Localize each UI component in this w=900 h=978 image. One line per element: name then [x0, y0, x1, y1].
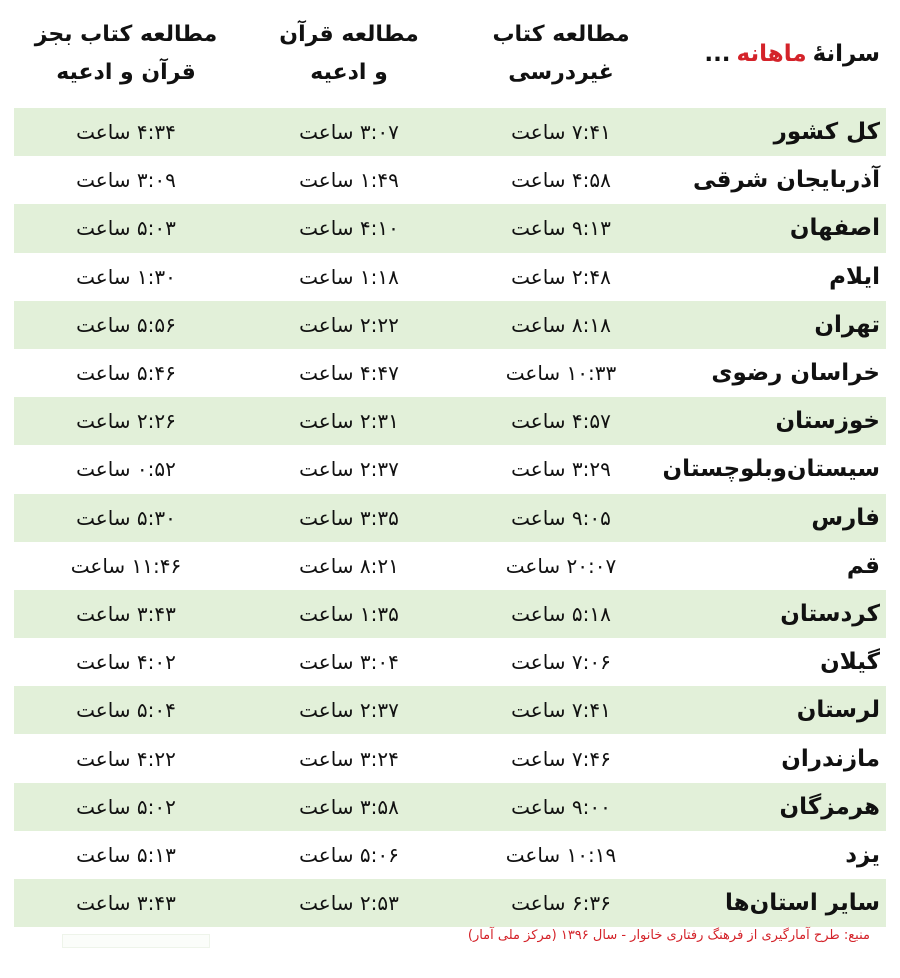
table-row [14, 783, 886, 831]
faint-box [62, 934, 210, 948]
row-nontextbook-value: ۹:۰۰ ساعت [511, 794, 611, 819]
row-nontextbook-value: ۷:۴۱ ساعت [511, 120, 611, 145]
table-row [14, 397, 886, 445]
row-nontextbook-value: ۵:۱۸ ساعت [511, 601, 611, 626]
row-region-name: کل کشور [773, 119, 880, 146]
row-region-name: فارس [811, 504, 880, 531]
source-note: منبع: طرح آمارگیری از فرهنگ رفتاری خانوار - سال ۱۳۹۶ (مرکز ملی آمار) [467, 928, 870, 943]
data-table [14, 108, 886, 927]
row-region-name: آذربایجان شرقی [693, 167, 880, 194]
header-col-nontextbook [460, 0, 662, 108]
row-nontextbook-value: ۳:۲۹ ساعت [511, 457, 611, 482]
table-header [14, 0, 886, 108]
row-region-name: هرمزگان [779, 793, 880, 820]
row-quran-value: ۱:۴۹ ساعت [299, 168, 399, 193]
table-row [14, 879, 886, 927]
table-row [14, 301, 886, 349]
row-region-name: اصفهان [789, 215, 880, 242]
row-other-books-value: ۲:۲۶ ساعت [76, 409, 176, 434]
row-nontextbook-value: ۲:۴۸ ساعت [511, 264, 611, 289]
row-nontextbook-value: ۹:۱۳ ساعت [511, 216, 611, 241]
header-col-quran-line1: مطالعه قرآن [279, 22, 419, 47]
row-region-name: گیلان [820, 649, 880, 676]
row-quran-value: ۱:۳۵ ساعت [299, 601, 399, 626]
row-quran-value: ۳:۰۴ ساعت [299, 650, 399, 675]
header-col-quran [238, 0, 460, 108]
row-quran-value: ۴:۱۰ ساعت [299, 216, 399, 241]
header-col-other-books [14, 0, 238, 108]
header-col-nontextbook-line1: مطالعه کتاب [492, 22, 630, 47]
table-row [14, 349, 886, 397]
row-nontextbook-value: ۸:۱۸ ساعت [511, 312, 611, 337]
row-region-name: سیستان‌وبلوچستان [662, 456, 880, 483]
table-row [14, 156, 886, 204]
row-region-name: لرستان [796, 697, 880, 724]
table-row [14, 831, 886, 879]
row-other-books-value: ۵:۰۴ ساعت [76, 698, 176, 723]
row-other-books-value: ۵:۰۲ ساعت [76, 794, 176, 819]
row-other-books-value: ۳:۰۹ ساعت [76, 168, 176, 193]
table-row [14, 590, 886, 638]
row-region-name: خوزستان [775, 408, 880, 435]
row-other-books-value: ۳:۴۳ ساعت [76, 891, 176, 916]
header-region-prefix: سرانهٔ [812, 41, 880, 67]
row-nontextbook-value: ۱۰:۳۳ ساعت [505, 361, 617, 386]
row-quran-value: ۳:۰۷ ساعت [299, 120, 399, 145]
row-other-books-value: ۱:۳۰ ساعت [76, 264, 176, 289]
table-row [14, 734, 886, 782]
header-region-accent: ماهانه [736, 41, 807, 67]
row-nontextbook-value: ۷:۴۱ ساعت [511, 698, 611, 723]
row-nontextbook-value: ۷:۴۶ ساعت [511, 746, 611, 771]
row-quran-value: ۲:۲۲ ساعت [299, 312, 399, 337]
table-row [14, 108, 886, 156]
row-quran-value: ۳:۲۴ ساعت [299, 746, 399, 771]
row-other-books-value: ۳:۴۳ ساعت [76, 601, 176, 626]
row-region-name: مازندران [781, 745, 880, 772]
header-col-quran-line2: و ادعیه [310, 60, 388, 85]
row-other-books-value: ۵:۳۰ ساعت [76, 505, 176, 530]
row-other-books-value: ۵:۰۳ ساعت [76, 216, 176, 241]
row-region-name: تهران [814, 311, 880, 338]
row-quran-value: ۳:۵۸ ساعت [299, 794, 399, 819]
table-row [14, 204, 886, 252]
header-region-label [662, 0, 886, 108]
row-quran-value: ۲:۳۱ ساعت [299, 409, 399, 434]
row-nontextbook-value: ۱۰:۱۹ ساعت [505, 842, 617, 867]
table-row [14, 686, 886, 734]
row-other-books-value: ۵:۱۳ ساعت [76, 842, 176, 867]
header-col-nontextbook-line2: غیردرسی [508, 60, 614, 85]
table-row [14, 638, 886, 686]
header-region-suffix: ... [704, 41, 731, 67]
table-row [14, 445, 886, 493]
row-other-books-value: ۴:۰۲ ساعت [76, 650, 176, 675]
row-quran-value: ۲:۵۳ ساعت [299, 891, 399, 916]
row-quran-value: ۱:۱۸ ساعت [299, 264, 399, 289]
row-nontextbook-value: ۴:۵۸ ساعت [511, 168, 611, 193]
row-region-name: ایلام [829, 263, 880, 290]
row-region-name: خراسان رضوی [711, 360, 880, 387]
row-region-name: قم [846, 552, 880, 579]
row-quran-value: ۸:۲۱ ساعت [299, 553, 399, 578]
row-other-books-value: ۵:۵۶ ساعت [76, 312, 176, 337]
row-region-name: کردستان [780, 600, 880, 627]
row-quran-value: ۲:۳۷ ساعت [299, 698, 399, 723]
row-other-books-value: ۵:۴۶ ساعت [76, 361, 176, 386]
row-quran-value: ۴:۴۷ ساعت [299, 361, 399, 386]
table-row [14, 494, 886, 542]
row-quran-value: ۲:۳۷ ساعت [299, 457, 399, 482]
row-nontextbook-value: ۷:۰۶ ساعت [511, 650, 611, 675]
table-row [14, 542, 886, 590]
row-nontextbook-value: ۹:۰۵ ساعت [511, 505, 611, 530]
row-other-books-value: ۱۱:۴۶ ساعت [70, 553, 182, 578]
row-region-name: یزد [845, 841, 880, 868]
header-col-other-books-line2: قرآن و ادعیه [56, 60, 196, 85]
row-other-books-value: ۰:۵۲ ساعت [76, 457, 176, 482]
row-nontextbook-value: ۴:۵۷ ساعت [511, 409, 611, 434]
row-other-books-value: ۴:۲۲ ساعت [76, 746, 176, 771]
row-quran-value: ۳:۳۵ ساعت [299, 505, 399, 530]
row-quran-value: ۵:۰۶ ساعت [299, 842, 399, 867]
table-row [14, 253, 886, 301]
row-other-books-value: ۴:۳۴ ساعت [76, 120, 176, 145]
row-region-name: سایر استان‌ها [725, 890, 880, 917]
row-nontextbook-value: ۶:۳۶ ساعت [511, 891, 611, 916]
header-col-other-books-line1: مطالعه کتاب بجز [34, 22, 218, 47]
row-nontextbook-value: ۲۰:۰۷ ساعت [505, 553, 617, 578]
